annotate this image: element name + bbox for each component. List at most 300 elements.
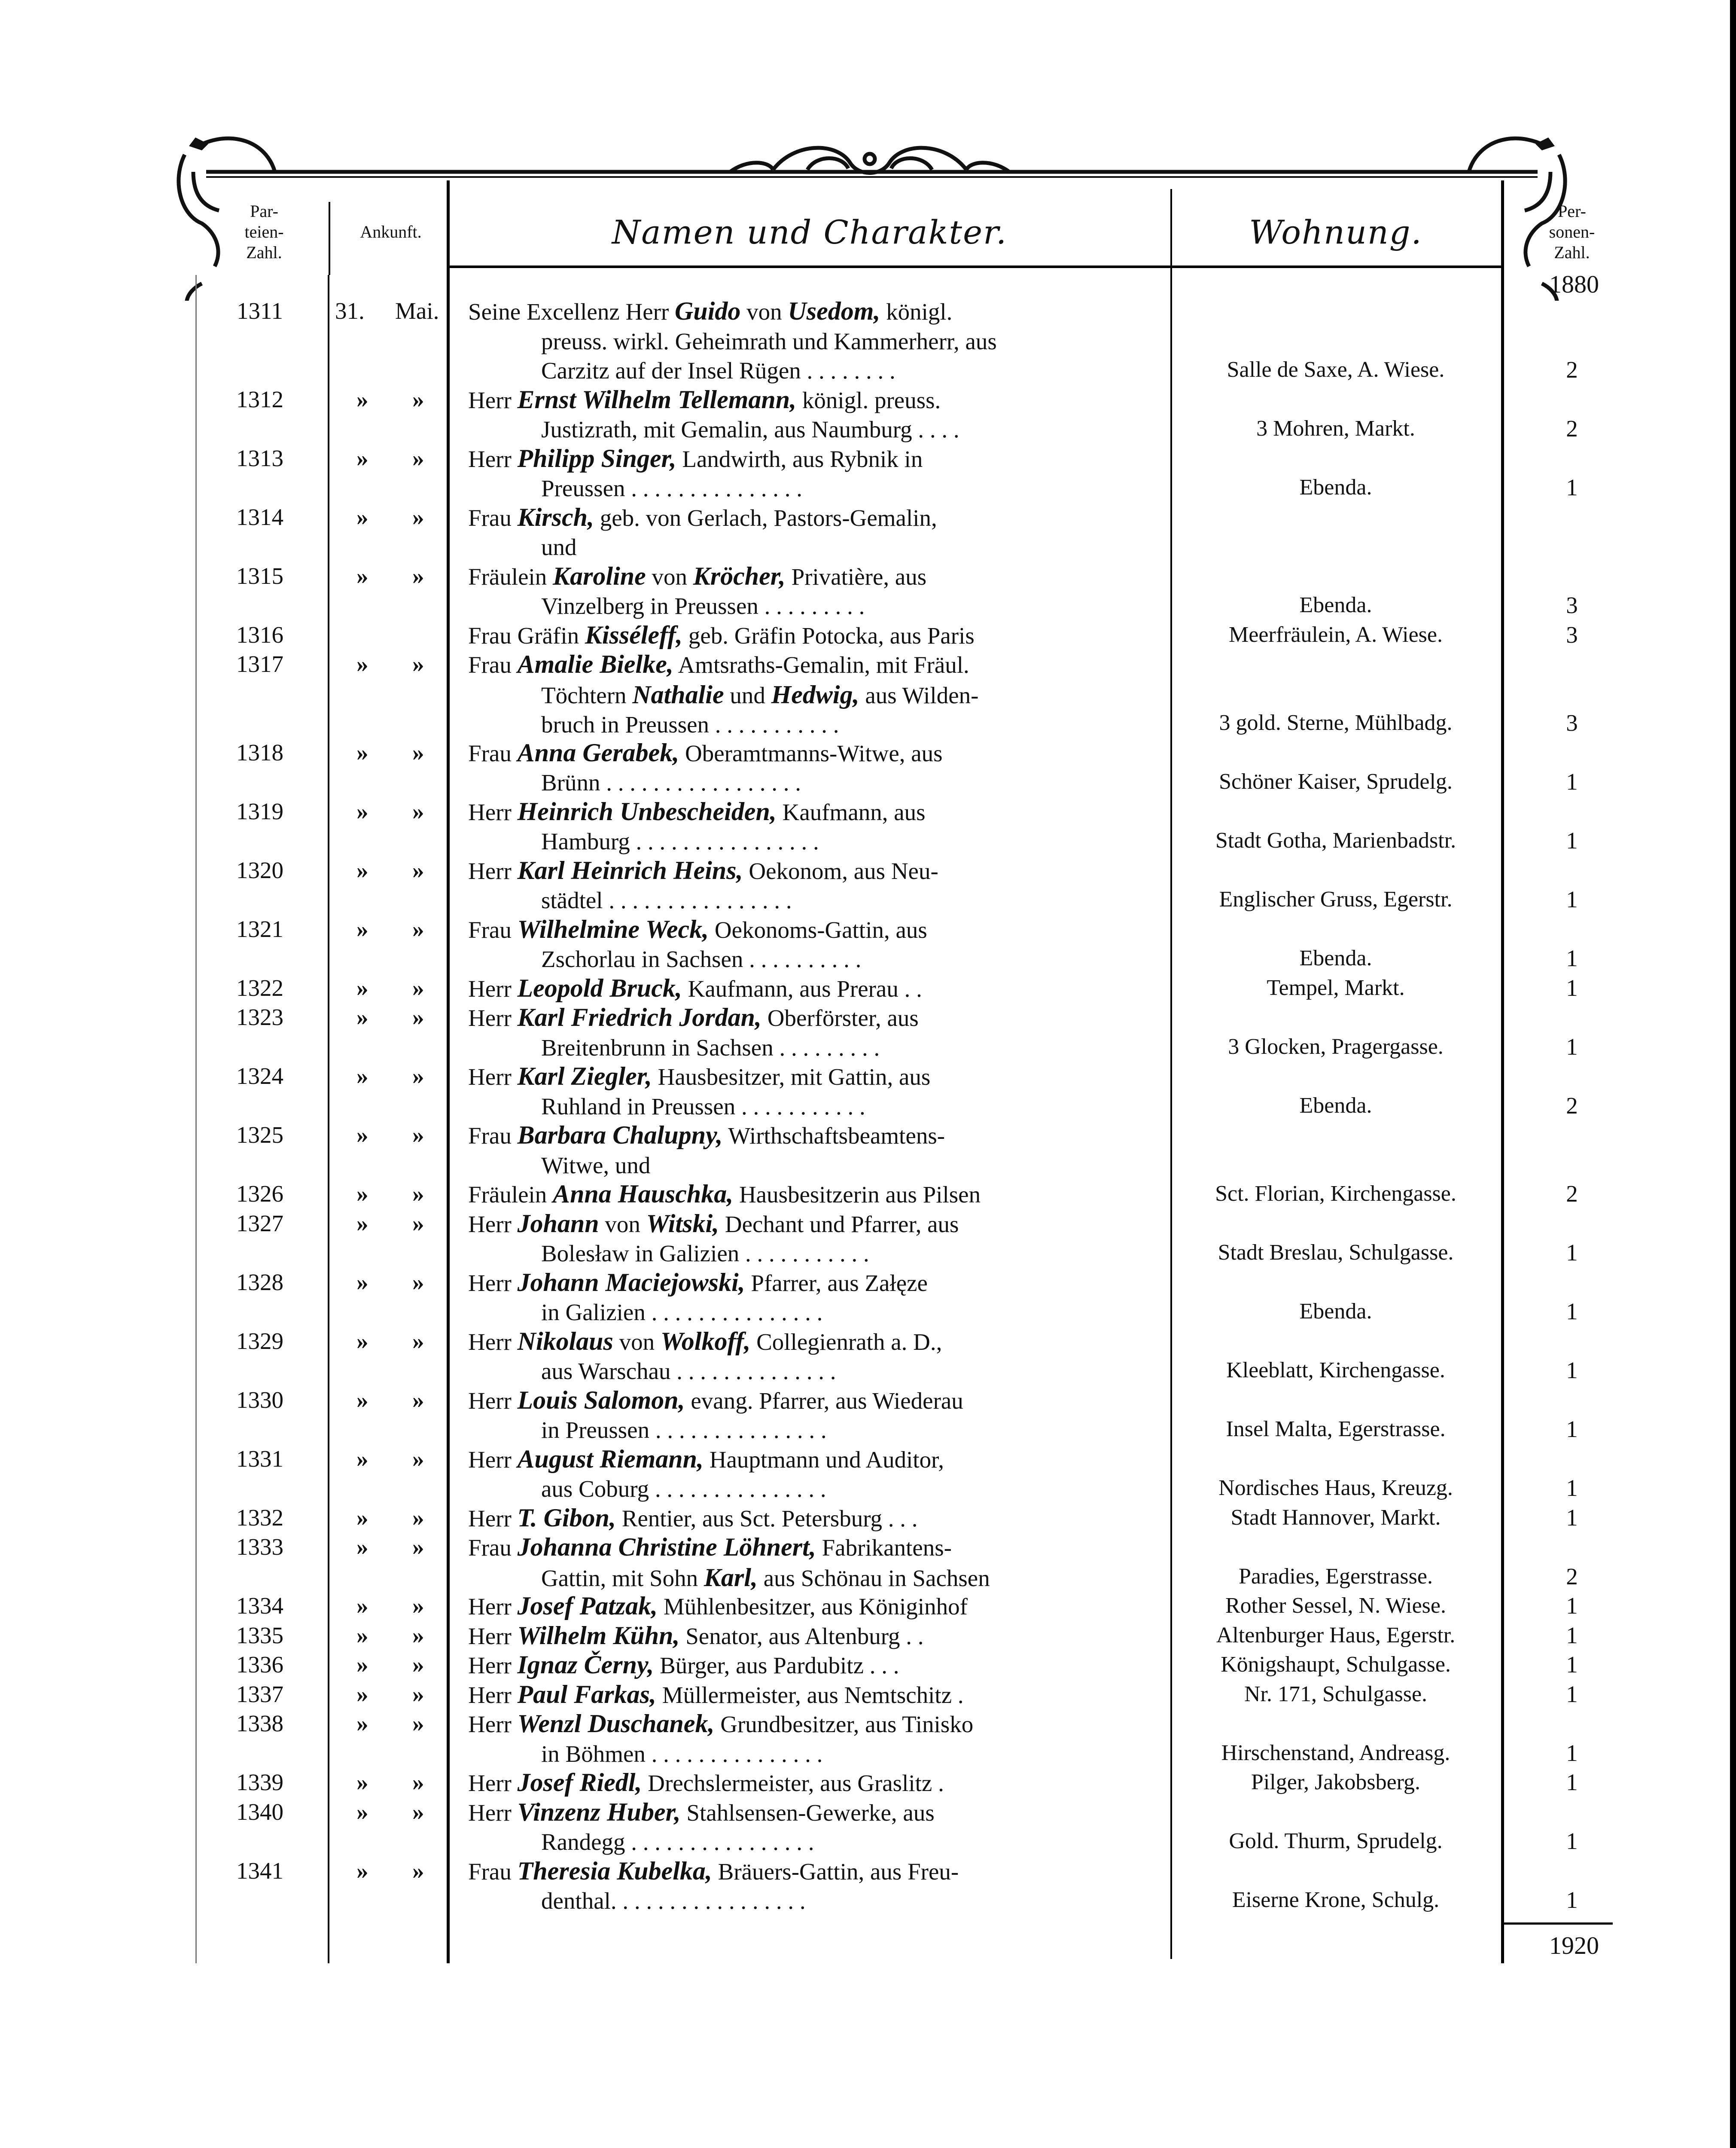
entry-text: preuss. wirkl. Geheimrath und Kammerherr, aus bbox=[541, 328, 997, 354]
entry-text: Wirthschaftsbeamtens- bbox=[722, 1123, 945, 1149]
entry-text: Oekonom, aus Neu- bbox=[743, 857, 938, 884]
party-number: 1317 bbox=[236, 651, 283, 677]
entry-text: Privatière, aus bbox=[785, 563, 927, 590]
guest-name: Karoline bbox=[553, 561, 646, 590]
party-number: 1333 bbox=[236, 1534, 283, 1560]
ditto-mark: » bbox=[412, 1504, 424, 1531]
persons-count: 1 bbox=[1566, 974, 1578, 1001]
guest-name: Karl Ziegler, bbox=[517, 1062, 652, 1090]
ditto-mark: » bbox=[356, 1651, 369, 1678]
ditto-mark: » bbox=[356, 1386, 369, 1413]
guest-name: Ignaz Černy, bbox=[517, 1651, 654, 1679]
dwelling: Salle de Saxe, A. Wiese. bbox=[1227, 357, 1445, 382]
party-number: 1337 bbox=[236, 1681, 283, 1707]
guest-name-and-character bbox=[468, 915, 1155, 974]
guest-name: Barbara Chalupny, bbox=[517, 1121, 723, 1149]
entry-text: Müllermeister, aus Nemtschitz . bbox=[656, 1681, 964, 1708]
party-number: 1320 bbox=[236, 857, 283, 883]
guest-name-and-character bbox=[468, 1709, 1155, 1769]
dwelling: Ebenda. bbox=[1299, 946, 1372, 970]
guest-name-and-character bbox=[468, 1003, 1155, 1062]
entry-text: Hamburg . . . . . . . . . . . . . . . . bbox=[541, 828, 819, 854]
party-number: 1339 bbox=[236, 1769, 283, 1795]
dwelling: Nordisches Haus, Kreuzg. bbox=[1218, 1476, 1453, 1500]
party-number: 1341 bbox=[236, 1857, 283, 1884]
ditto-mark: » bbox=[356, 503, 369, 530]
header-dwelling: Wohnung. bbox=[1249, 213, 1422, 251]
entry-text: Herr bbox=[468, 1593, 518, 1620]
persons-count: 2 bbox=[1566, 415, 1578, 442]
header-persons: Per- sonen- Zahl. bbox=[1549, 201, 1595, 262]
entry-line bbox=[468, 561, 1155, 592]
guest-name-and-character bbox=[468, 973, 1155, 1004]
guest-name-and-character bbox=[468, 797, 1155, 857]
entry-line bbox=[468, 1033, 1155, 1063]
guest-name-and-character bbox=[468, 856, 1155, 915]
guest-name: Karl Friedrich Jordan, bbox=[517, 1003, 761, 1031]
arrival-day: 31. bbox=[335, 298, 365, 324]
entry-text: Herr bbox=[468, 1681, 518, 1708]
party-number: 1330 bbox=[236, 1386, 283, 1413]
persons-count: 2 bbox=[1566, 1092, 1578, 1119]
persons-count: 1 bbox=[1566, 1239, 1578, 1266]
party-number: 1338 bbox=[236, 1710, 283, 1736]
entry-line bbox=[468, 592, 1155, 621]
entry-text: in Preussen . . . . . . . . . . . . . . . bbox=[541, 1417, 827, 1443]
entry-text: Herr bbox=[468, 1064, 518, 1090]
entry-text: Grundbesitzer, aus Tinisko bbox=[714, 1711, 974, 1737]
ditto-mark: » bbox=[412, 1710, 424, 1736]
persons-count: 1 bbox=[1566, 1475, 1578, 1501]
ditto-mark: » bbox=[356, 1681, 369, 1707]
entry-text: Frau bbox=[468, 504, 518, 531]
guest-name: Josef Riedl, bbox=[517, 1768, 642, 1797]
guest-name-and-character bbox=[468, 1768, 1155, 1798]
entry-text: Pfarrer, aus Załęze bbox=[745, 1269, 928, 1296]
entry-text: Herr bbox=[468, 1623, 518, 1649]
entry-text: Herr bbox=[468, 1269, 518, 1296]
entry-line bbox=[468, 710, 1155, 740]
guest-name-and-character bbox=[468, 1327, 1155, 1386]
entry-line bbox=[468, 1709, 1155, 1739]
entry-text: Herr bbox=[468, 1652, 518, 1678]
entry-text: Gattin, mit Sohn bbox=[541, 1565, 704, 1591]
dwelling: Rother Sessel, N. Wiese. bbox=[1225, 1593, 1446, 1618]
ditto-mark: » bbox=[356, 1504, 369, 1531]
header-names: Namen und Charakter. bbox=[612, 213, 1008, 251]
guest-name: T. Gibon, bbox=[517, 1503, 616, 1532]
entry-line bbox=[468, 1768, 1155, 1798]
entry-text: Randegg . . . . . . . . . . . . . . . . bbox=[541, 1829, 814, 1855]
party-number: 1324 bbox=[236, 1063, 283, 1089]
guest-name: Anna Hauschka, bbox=[553, 1180, 734, 1208]
guest-name: Ernst Wilhelm Tellemann, bbox=[517, 385, 797, 414]
entry-text: Landwirth, aus Rybnik in bbox=[676, 445, 923, 472]
entry-text: Herr bbox=[468, 1711, 518, 1737]
entry-text: und bbox=[541, 534, 577, 560]
entry-text: Herr bbox=[468, 387, 518, 413]
persons-count: 3 bbox=[1566, 592, 1578, 618]
persons-count: 1 bbox=[1566, 769, 1578, 795]
entry-text: von bbox=[599, 1211, 646, 1237]
entry-text: Frau bbox=[468, 1858, 518, 1885]
entry-line bbox=[468, 1298, 1155, 1327]
entry-text: Seine Excellenz Herr bbox=[468, 299, 675, 325]
party-number: 1331 bbox=[236, 1445, 283, 1472]
guest-name-and-character bbox=[468, 561, 1155, 621]
dwelling: Hirschenstand, Andreasg. bbox=[1221, 1740, 1450, 1765]
entry-line bbox=[468, 1239, 1155, 1269]
entry-line bbox=[468, 1062, 1155, 1092]
entry-line bbox=[468, 1385, 1155, 1416]
entry-line bbox=[468, 503, 1155, 533]
ditto-mark: » bbox=[412, 651, 424, 677]
entry-text: Herr bbox=[468, 1211, 518, 1237]
entry-text: Fräulein bbox=[468, 1181, 553, 1208]
party-number: 1326 bbox=[236, 1181, 283, 1207]
ditto-mark: » bbox=[412, 503, 424, 530]
ditto-mark: » bbox=[412, 1210, 424, 1236]
entry-line bbox=[468, 1680, 1155, 1710]
ditto-mark: » bbox=[412, 857, 424, 883]
entry-line bbox=[468, 1563, 1155, 1593]
entry-text: Oberamtmanns-Witwe, aus bbox=[679, 740, 943, 766]
column-rule bbox=[195, 275, 197, 1963]
entry-line bbox=[468, 1828, 1155, 1857]
party-number: 1327 bbox=[236, 1210, 283, 1236]
entry-text: Herr bbox=[468, 1505, 518, 1532]
entry-text: Collegienrath a. D., bbox=[750, 1328, 942, 1355]
ditto-mark: » bbox=[356, 974, 369, 1001]
ditto-mark: » bbox=[356, 1210, 369, 1236]
entry-text: Justizrath, mit Gemalin, aus Naumburg . . . . bbox=[541, 416, 959, 442]
entry-text: Dechant und Pfarrer, aus bbox=[719, 1211, 959, 1237]
ditto-mark: » bbox=[412, 1445, 424, 1472]
entry-line bbox=[468, 1120, 1155, 1151]
entry-line bbox=[468, 474, 1155, 503]
guest-name-and-character bbox=[468, 1209, 1155, 1269]
entry-line bbox=[468, 886, 1155, 915]
header-rule bbox=[329, 202, 330, 275]
entry-line bbox=[468, 1003, 1155, 1033]
party-number: 1321 bbox=[236, 915, 283, 942]
entry-line bbox=[468, 533, 1155, 562]
persons-count: 3 bbox=[1566, 710, 1578, 736]
party-number: 1335 bbox=[236, 1622, 283, 1648]
entry-text: Breitenbrunn in Sachsen . . . . . . . . . bbox=[541, 1034, 880, 1061]
persons-count: 1 bbox=[1566, 1651, 1578, 1678]
entry-text: Herr bbox=[468, 857, 518, 884]
guest-name: Philipp Singer, bbox=[517, 444, 676, 473]
entry-text: aus Schönau in Sachsen bbox=[757, 1565, 990, 1591]
guest-name: Leopold Bruck, bbox=[517, 973, 682, 1002]
entry-line bbox=[468, 797, 1155, 827]
party-number: 1312 bbox=[236, 386, 283, 412]
dwelling: Tempel, Markt. bbox=[1267, 975, 1405, 1000]
party-number: 1340 bbox=[236, 1798, 283, 1825]
entry-text: von bbox=[740, 299, 788, 325]
persons-count: 3 bbox=[1566, 621, 1578, 648]
entry-text: Oekonoms-Gattin, aus bbox=[709, 916, 927, 943]
entry-line bbox=[468, 1591, 1155, 1622]
entry-line bbox=[468, 415, 1155, 445]
ditto-mark: » bbox=[412, 1327, 424, 1354]
entry-line bbox=[468, 827, 1155, 857]
entry-text: Kaufmann, aus bbox=[776, 799, 926, 825]
entry-text: königl. bbox=[880, 299, 953, 325]
ditto-mark: » bbox=[356, 1122, 369, 1148]
ditto-mark: » bbox=[356, 386, 369, 412]
entry-text: Frau bbox=[468, 740, 518, 766]
header-arrival: Ankunft. bbox=[360, 222, 422, 241]
ditto-mark: » bbox=[356, 1798, 369, 1825]
entry-text: Oberförster, aus bbox=[761, 1005, 919, 1031]
dwelling: 3 Mohren, Markt. bbox=[1256, 416, 1415, 441]
guest-name: Usedom, bbox=[788, 297, 880, 325]
entry-text: Frau bbox=[468, 652, 518, 678]
entry-line bbox=[468, 915, 1155, 945]
guest-name-and-character bbox=[468, 1120, 1155, 1180]
entry-line bbox=[468, 444, 1155, 474]
ditto-mark: » bbox=[412, 445, 424, 471]
ditto-mark: » bbox=[412, 1857, 424, 1884]
guest-name-and-character bbox=[468, 1444, 1155, 1504]
arrival-month: Mai. bbox=[395, 298, 439, 324]
dwelling: Pilger, Jakobsberg. bbox=[1251, 1770, 1421, 1794]
entry-text: geb. Gräfin Potocka, aus Paris bbox=[682, 622, 975, 649]
ditto-mark: » bbox=[412, 1386, 424, 1413]
ditto-mark: » bbox=[412, 562, 424, 589]
entry-line bbox=[468, 1739, 1155, 1769]
guest-name-and-character bbox=[468, 650, 1155, 740]
dwelling: Altenburger Haus, Egerstr. bbox=[1216, 1623, 1456, 1648]
guest-name: August Riemann, bbox=[517, 1444, 704, 1473]
dwelling: Königshaupt, Schulgasse. bbox=[1221, 1652, 1451, 1677]
ditto-mark: » bbox=[356, 562, 369, 589]
party-number: 1323 bbox=[236, 1004, 283, 1030]
guest-name: Vinzenz Huber, bbox=[517, 1797, 681, 1826]
ditto-mark: » bbox=[412, 739, 424, 766]
entry-line bbox=[468, 1416, 1155, 1445]
entry-line bbox=[468, 1474, 1155, 1504]
entry-text: Herr bbox=[468, 799, 518, 825]
guest-name-and-character bbox=[468, 1591, 1155, 1622]
entry-line bbox=[468, 1621, 1155, 1651]
ditto-mark: » bbox=[412, 1004, 424, 1030]
persons-count: 1 bbox=[1566, 1357, 1578, 1383]
ditto-mark: » bbox=[412, 1181, 424, 1207]
entry-text: Herr bbox=[468, 445, 518, 472]
ditto-mark: » bbox=[412, 1269, 424, 1295]
entry-line bbox=[468, 945, 1155, 974]
total-rule bbox=[1501, 1922, 1613, 1925]
ditto-mark: » bbox=[412, 974, 424, 1001]
entry-text: Herr bbox=[468, 1770, 518, 1796]
dwelling: Englischer Gruss, Egerstr. bbox=[1219, 887, 1453, 912]
guest-name: Wilhelm Kühn, bbox=[517, 1621, 680, 1650]
party-number: 1328 bbox=[236, 1269, 283, 1295]
entry-text: Frau Gräfin bbox=[468, 622, 585, 649]
entry-text: aus Warschau . . . . . . . . . . . . . . bbox=[541, 1358, 836, 1384]
entry-line bbox=[468, 1797, 1155, 1828]
entry-text: evang. Pfarrer, aus Wiederau bbox=[685, 1387, 963, 1414]
dwelling: Ebenda. bbox=[1299, 1299, 1372, 1324]
guest-name-and-character bbox=[468, 1385, 1155, 1445]
guest-name: Hedwig, bbox=[771, 680, 859, 709]
carry-in-total: 1880 bbox=[1549, 270, 1599, 298]
persons-count: 1 bbox=[1566, 1593, 1578, 1619]
ditto-mark: » bbox=[412, 1593, 424, 1619]
entry-text: Senator, aus Altenburg . . bbox=[679, 1623, 924, 1649]
guest-name: Kröcher, bbox=[693, 561, 786, 590]
entry-line bbox=[468, 385, 1155, 415]
ditto-mark: » bbox=[412, 1769, 424, 1795]
persons-count: 1 bbox=[1566, 886, 1578, 912]
guest-name: Witski, bbox=[646, 1209, 719, 1238]
entry-text: Frau bbox=[468, 1535, 518, 1561]
party-number: 1313 bbox=[236, 445, 283, 471]
persons-count: 1 bbox=[1566, 1828, 1578, 1854]
entry-line bbox=[468, 738, 1155, 769]
entry-line bbox=[468, 1209, 1155, 1239]
guest-name-and-character bbox=[468, 738, 1155, 798]
persons-count: 1 bbox=[1566, 1681, 1578, 1707]
entry-text: Zschorlau in Sachsen . . . . . . . . . . bbox=[541, 946, 862, 972]
entry-text: Herr bbox=[468, 1446, 518, 1473]
dwelling: Sct. Florian, Kirchengasse. bbox=[1215, 1181, 1456, 1206]
ditto-mark: » bbox=[356, 1063, 369, 1089]
dwelling: Nr. 171, Schulgasse. bbox=[1244, 1681, 1428, 1706]
entry-line bbox=[468, 1650, 1155, 1681]
ditto-mark: » bbox=[412, 915, 424, 942]
entry-text: Herr bbox=[468, 1005, 518, 1031]
party-number: 1336 bbox=[236, 1651, 283, 1678]
guest-name-and-character bbox=[468, 1856, 1155, 1916]
guest-name-and-character bbox=[468, 503, 1155, 562]
ditto-mark: » bbox=[356, 798, 369, 824]
entry-line bbox=[468, 1444, 1155, 1475]
ditto-mark: » bbox=[356, 857, 369, 883]
entry-text: Drechslermeister, aus Graslitz . bbox=[642, 1770, 944, 1796]
entry-text: Herr bbox=[468, 975, 518, 1002]
guest-name: Johann Maciejowski, bbox=[517, 1268, 745, 1297]
entry-text: Herr bbox=[468, 1387, 518, 1414]
guest-name-and-character bbox=[468, 1179, 1155, 1210]
guest-name: Paul Farkas, bbox=[517, 1680, 656, 1709]
guest-name-and-character bbox=[468, 620, 1155, 651]
entry-line bbox=[468, 1503, 1155, 1534]
entry-text: Hausbesitzerin aus Pilsen bbox=[733, 1181, 981, 1208]
entry-text: Fräulein bbox=[468, 563, 553, 590]
entry-text: Stahlsensen-Gewerke, aus bbox=[680, 1799, 935, 1826]
guest-name: Nikolaus bbox=[517, 1327, 613, 1355]
entry-text: Bolesław in Galizien . . . . . . . . . . . bbox=[541, 1240, 869, 1266]
ditto-mark: » bbox=[356, 915, 369, 942]
entry-line bbox=[468, 1092, 1155, 1122]
entry-text: Herr bbox=[468, 1799, 518, 1826]
dwelling: Paradies, Egerstrasse. bbox=[1239, 1564, 1433, 1589]
entry-line bbox=[468, 620, 1155, 651]
party-number: 1329 bbox=[236, 1327, 283, 1354]
entry-line bbox=[468, 768, 1155, 798]
guest-name: Amalie Bielke, bbox=[517, 650, 673, 678]
guest-name-and-character bbox=[468, 1680, 1155, 1710]
guest-name: Guido bbox=[675, 297, 741, 325]
guest-name: Johann bbox=[517, 1209, 599, 1238]
entry-text: Hauptmann und Auditor, bbox=[704, 1446, 944, 1473]
guest-name-and-character bbox=[468, 1532, 1155, 1593]
ditto-mark: » bbox=[356, 1622, 369, 1648]
guest-name-and-character bbox=[468, 1621, 1155, 1651]
entry-line bbox=[468, 650, 1155, 680]
party-number: 1314 bbox=[236, 503, 283, 530]
guest-name-and-character bbox=[468, 444, 1155, 503]
header-party-number: Par- teien- Zahl. bbox=[244, 201, 284, 262]
guest-name: Karl, bbox=[704, 1563, 758, 1592]
entry-text: aus Wilden- bbox=[859, 682, 979, 708]
party-number: 1316 bbox=[236, 621, 283, 648]
ditto-mark: » bbox=[356, 1327, 369, 1354]
dwelling: Schöner Kaiser, Sprudelg. bbox=[1219, 769, 1453, 794]
entry-text: Amtsraths-Gemalin, mit Fräul. bbox=[673, 652, 969, 678]
persons-count: 1 bbox=[1566, 1416, 1578, 1442]
dwelling: Stadt Hannover, Markt. bbox=[1230, 1505, 1441, 1530]
dwelling: Ebenda. bbox=[1299, 593, 1372, 617]
ditto-mark: » bbox=[412, 386, 424, 412]
party-number: 1318 bbox=[236, 739, 283, 766]
persons-count: 1 bbox=[1566, 1033, 1578, 1060]
entry-text: und bbox=[724, 682, 771, 708]
guest-name: Josef Patzak, bbox=[517, 1592, 658, 1620]
entry-text: Bräuers-Gattin, aus Freu- bbox=[712, 1858, 959, 1885]
guest-name-and-character bbox=[468, 1503, 1155, 1534]
party-number: 1319 bbox=[236, 798, 283, 824]
guest-name: Wenzl Duschanek, bbox=[517, 1709, 715, 1738]
entry-text: Frau bbox=[468, 916, 518, 943]
guest-name-and-character bbox=[468, 1268, 1155, 1327]
guest-name: Wilhelmine Weck, bbox=[517, 915, 709, 943]
entry-line bbox=[468, 1327, 1155, 1357]
ditto-mark: » bbox=[412, 1798, 424, 1825]
dwelling: Gold. Thurm, Sprudelg. bbox=[1229, 1829, 1443, 1853]
ditto-mark: » bbox=[356, 445, 369, 471]
ditto-mark: » bbox=[356, 651, 369, 677]
dwelling: Stadt Breslau, Schulgasse. bbox=[1218, 1240, 1454, 1265]
ditto-mark: » bbox=[412, 1651, 424, 1678]
ditto-mark: » bbox=[356, 1710, 369, 1736]
ditto-mark: » bbox=[412, 1063, 424, 1089]
entry-text: königl. preuss. bbox=[796, 387, 941, 413]
guest-name-and-character bbox=[468, 1650, 1155, 1681]
dwelling: Kleeblatt, Kirchengasse. bbox=[1226, 1358, 1445, 1382]
column-rule bbox=[447, 180, 450, 1963]
entry-line bbox=[468, 973, 1155, 1004]
guest-name: Nathalie bbox=[632, 680, 724, 709]
dwelling: Stadt Gotha, Marienbadstr. bbox=[1215, 828, 1456, 853]
ditto-mark: » bbox=[412, 798, 424, 824]
ditto-mark: » bbox=[356, 1534, 369, 1560]
persons-count: 1 bbox=[1566, 1298, 1578, 1324]
party-number: 1311 bbox=[237, 298, 283, 324]
ditto-mark: » bbox=[356, 1269, 369, 1295]
ditto-mark: » bbox=[356, 1769, 369, 1795]
guest-name: Wolkoff, bbox=[660, 1327, 751, 1355]
persons-count: 1 bbox=[1566, 1769, 1578, 1795]
guest-name: Johanna Christine Löhnert, bbox=[517, 1533, 816, 1561]
ditto-mark: » bbox=[356, 1857, 369, 1884]
entry-line bbox=[468, 1856, 1155, 1887]
dwelling: Meerfräulein, A. Wiese. bbox=[1229, 622, 1443, 647]
